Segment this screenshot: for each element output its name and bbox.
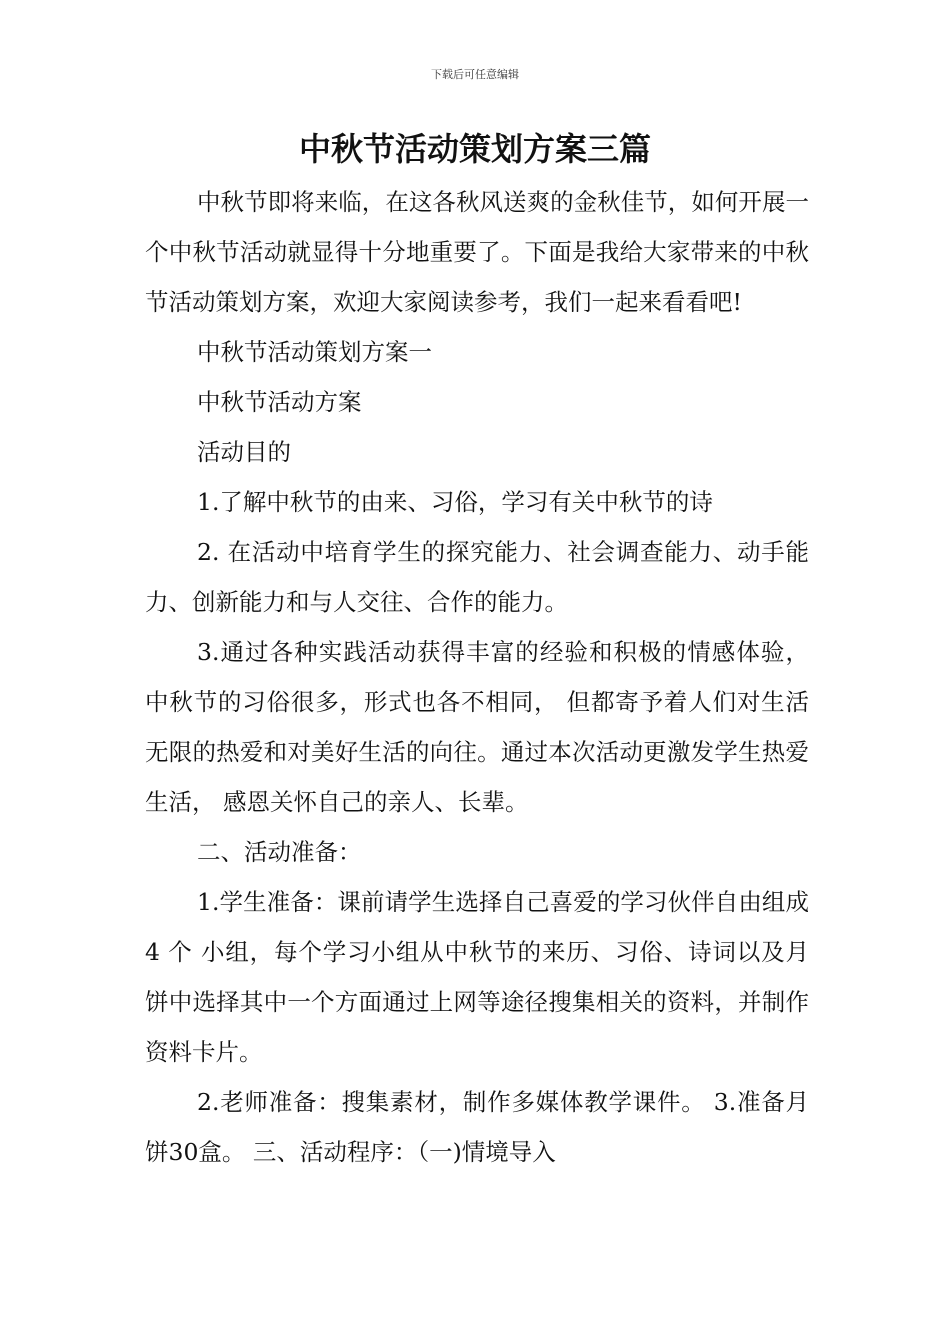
purpose-item-2: 2. 在活动中培育学生的探究能力、社会调查能力、动手能力、创新能力和与人交往、合作的能力。 <box>145 538 809 616</box>
page-header-note: 下载后可任意编辑 <box>431 68 519 81</box>
subheading-activity-purpose: 活动目的 <box>197 438 291 466</box>
purpose-item-1: 1.了解中秋节的由来、习俗，学习有关中秋节的诗 <box>197 488 713 516</box>
document-body <box>145 177 809 1177</box>
preparation-item-2: 2.老师准备：搜集素材，制作多媒体教学课件。 3.准备月饼30盒。 三、活动程序：（一)情境导入 <box>145 1088 809 1166</box>
subheading-activity-plan: 中秋节活动方案 <box>197 388 362 416</box>
section-heading-plan-one: 中秋节活动策划方案一 <box>197 338 432 366</box>
document-title: 中秋节活动策划方案三篇 <box>298 130 651 168</box>
preparation-item-1: 1.学生准备：课前请学生选择自己喜爱的学习伙伴自由组成4 个 小组，每个学习小组从中秋节的来历、习俗、诗词以及月饼中选择其中一个方面通过上网等途径搜集相关的资料，并制作资料卡片。 <box>145 888 809 1066</box>
section-heading-preparation: 二、活动准备： <box>197 838 362 866</box>
intro-paragraph: 中秋节即将来临，在这各秋风送爽的金秋佳节，如何开展一个中秋节活动就显得十分地重要了。下面是我给大家带来的中秋节活动策划方案，欢迎大家阅读参考，我们一起来看看吧! <box>145 188 809 316</box>
purpose-item-3: 3.通过各种实践活动获得丰富的经验和积极的情感体验， 中秋节的习俗很多，形式也各不相同， 但都寄予着人们对生活无限的热爱和对美好生活的向往。通过本次活动更激发学生热爱生活， 感恩关怀自己的亲人、长辈。 <box>145 638 809 816</box>
